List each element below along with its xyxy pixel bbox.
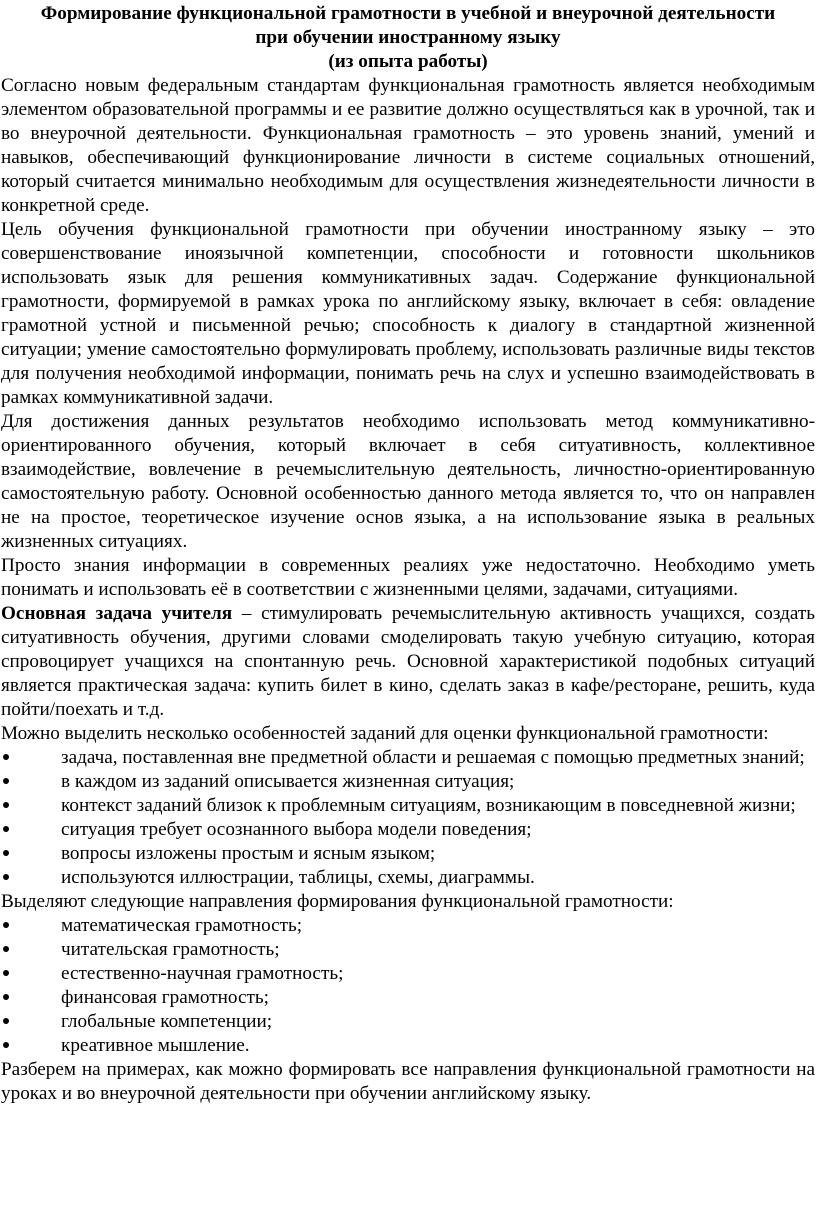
bullet-icon	[1, 914, 61, 938]
bullet-icon	[1, 818, 61, 842]
bullet-icon	[1, 1034, 61, 1058]
list-item: читательская грамотность;	[1, 938, 815, 962]
teacher-task-text: – стимулировать речемыслительную активность учащихся, создать ситуативность обучения, другими словами смоделировать такую учебную ситуацию, которая спровоцирует учащихся на спонтанную речь. Основной характеристикой подобных ситуаций является практическая задача: купить билет в кино, сделать заказ в кафе/ресторане, решить, куда пойти/поехать и т.д.	[1, 603, 816, 720]
bullet-icon	[1, 842, 61, 866]
paragraph-directions-intro: Выделяют следующие направления формирования функциональной грамотности:	[1, 891, 674, 912]
paragraph-goal: Цель обучения функциональной грамотности при обучении иностранному языку – это совершенствование иноязычной компетенции, способности и готовности школьников использовать язык для решения коммуникативных задач. Содержание функциональной грамотности, формируемой в рамках урока по английскому языку, включает в себя: овладение грамотной устной и письменной речью; способность к диалогу в стандартной жизненной ситуации; умение самостоятельно формулировать проблему, использовать различные виды текстов для получения необходимой информации, понимать речь на слух и успешно взаимодействовать в рамках коммуникативной задачи.	[1, 219, 815, 408]
document-title	[1, 2, 815, 74]
list-item: контекст заданий близок к проблемным ситуациям, возникающим в повседневной жизни;	[1, 794, 815, 818]
list-item: в каждом из заданий описывается жизненная ситуация;	[1, 770, 815, 794]
bullet-icon	[1, 770, 61, 794]
title-line-3: (из опыта работы)	[328, 51, 488, 72]
paragraph-knowledge: Просто знания информации в современных реалиях уже недостаточно. Необходимо уметь понимать и использовать её в соответствии с жизненными целями, задачами, ситуациями.	[1, 555, 815, 600]
title-line-1: Формирование функциональной грамотности в учебной и внеурочной деятельности	[40, 3, 776, 24]
bullet-icon	[1, 938, 61, 962]
bullet-icon	[1, 962, 61, 986]
list-item: ситуация требует осознанного выбора модели поведения;	[1, 818, 815, 842]
list-item: математическая грамотность;	[1, 914, 815, 938]
list-item: креативное мышление.	[1, 1034, 815, 1058]
list-item: глобальные компетенции;	[1, 1010, 815, 1034]
paragraph-conclusion: Разберем на примерах, как можно формировать все направления функциональной грамотности на уроках и во внеурочной деятельности при обучении английскому языку.	[1, 1059, 815, 1104]
bullet-icon	[1, 746, 61, 770]
title-line-2: при обучении иностранному языку	[255, 27, 561, 48]
teacher-task-heading: Основная задача учителя	[1, 603, 233, 624]
list-item: финансовая грамотность;	[1, 986, 815, 1010]
list-item: вопросы изложены простым и ясным языком;	[1, 842, 815, 866]
list-item: используются иллюстрации, таблицы, схемы, диаграммы.	[1, 866, 815, 890]
directions-list	[1, 914, 815, 1058]
features-list	[1, 746, 815, 890]
document-page	[0, 2, 816, 1106]
bullet-icon	[1, 1010, 61, 1034]
bullet-icon	[1, 986, 61, 1010]
list-item: естественно-научная грамотность;	[1, 962, 815, 986]
bullet-icon	[1, 866, 61, 890]
list-item: задача, поставленная вне предметной области и решаемая с помощью предметных знаний;	[1, 746, 815, 770]
paragraph-definition: Согласно новым федеральным стандартам функциональная грамотность является необходимым элементом образовательной программы и ее развитие должно осуществляться как в урочной, так и во внеурочной деятельности. Функциональная грамотность – это уровень знаний, умений и навыков, обеспечивающий функционирование личности в системе социальных отношений, который считается минимально необходимым для осуществления жизнедеятельности личности в конкретной среде.	[1, 75, 815, 216]
paragraph-teacher-task	[1, 602, 815, 722]
bullet-icon	[1, 794, 61, 818]
paragraph-method: Для достижения данных результатов необходимо использовать метод коммуникативно-ориентированного обучения, который включает в себя ситуативность, коллективное взаимодействие, вовлечение в речемыслительную деятельность, личностно-ориентированную самостоятельную работу. Основной особенностью данного метода является то, что он направлен не на простое, теоретическое изучение основ языка, а на использование языка в реальных жизненных ситуациях.	[1, 411, 815, 552]
paragraph-features-intro: Можно выделить несколько особенностей заданий для оценки функциональной грамотности:	[1, 723, 769, 744]
